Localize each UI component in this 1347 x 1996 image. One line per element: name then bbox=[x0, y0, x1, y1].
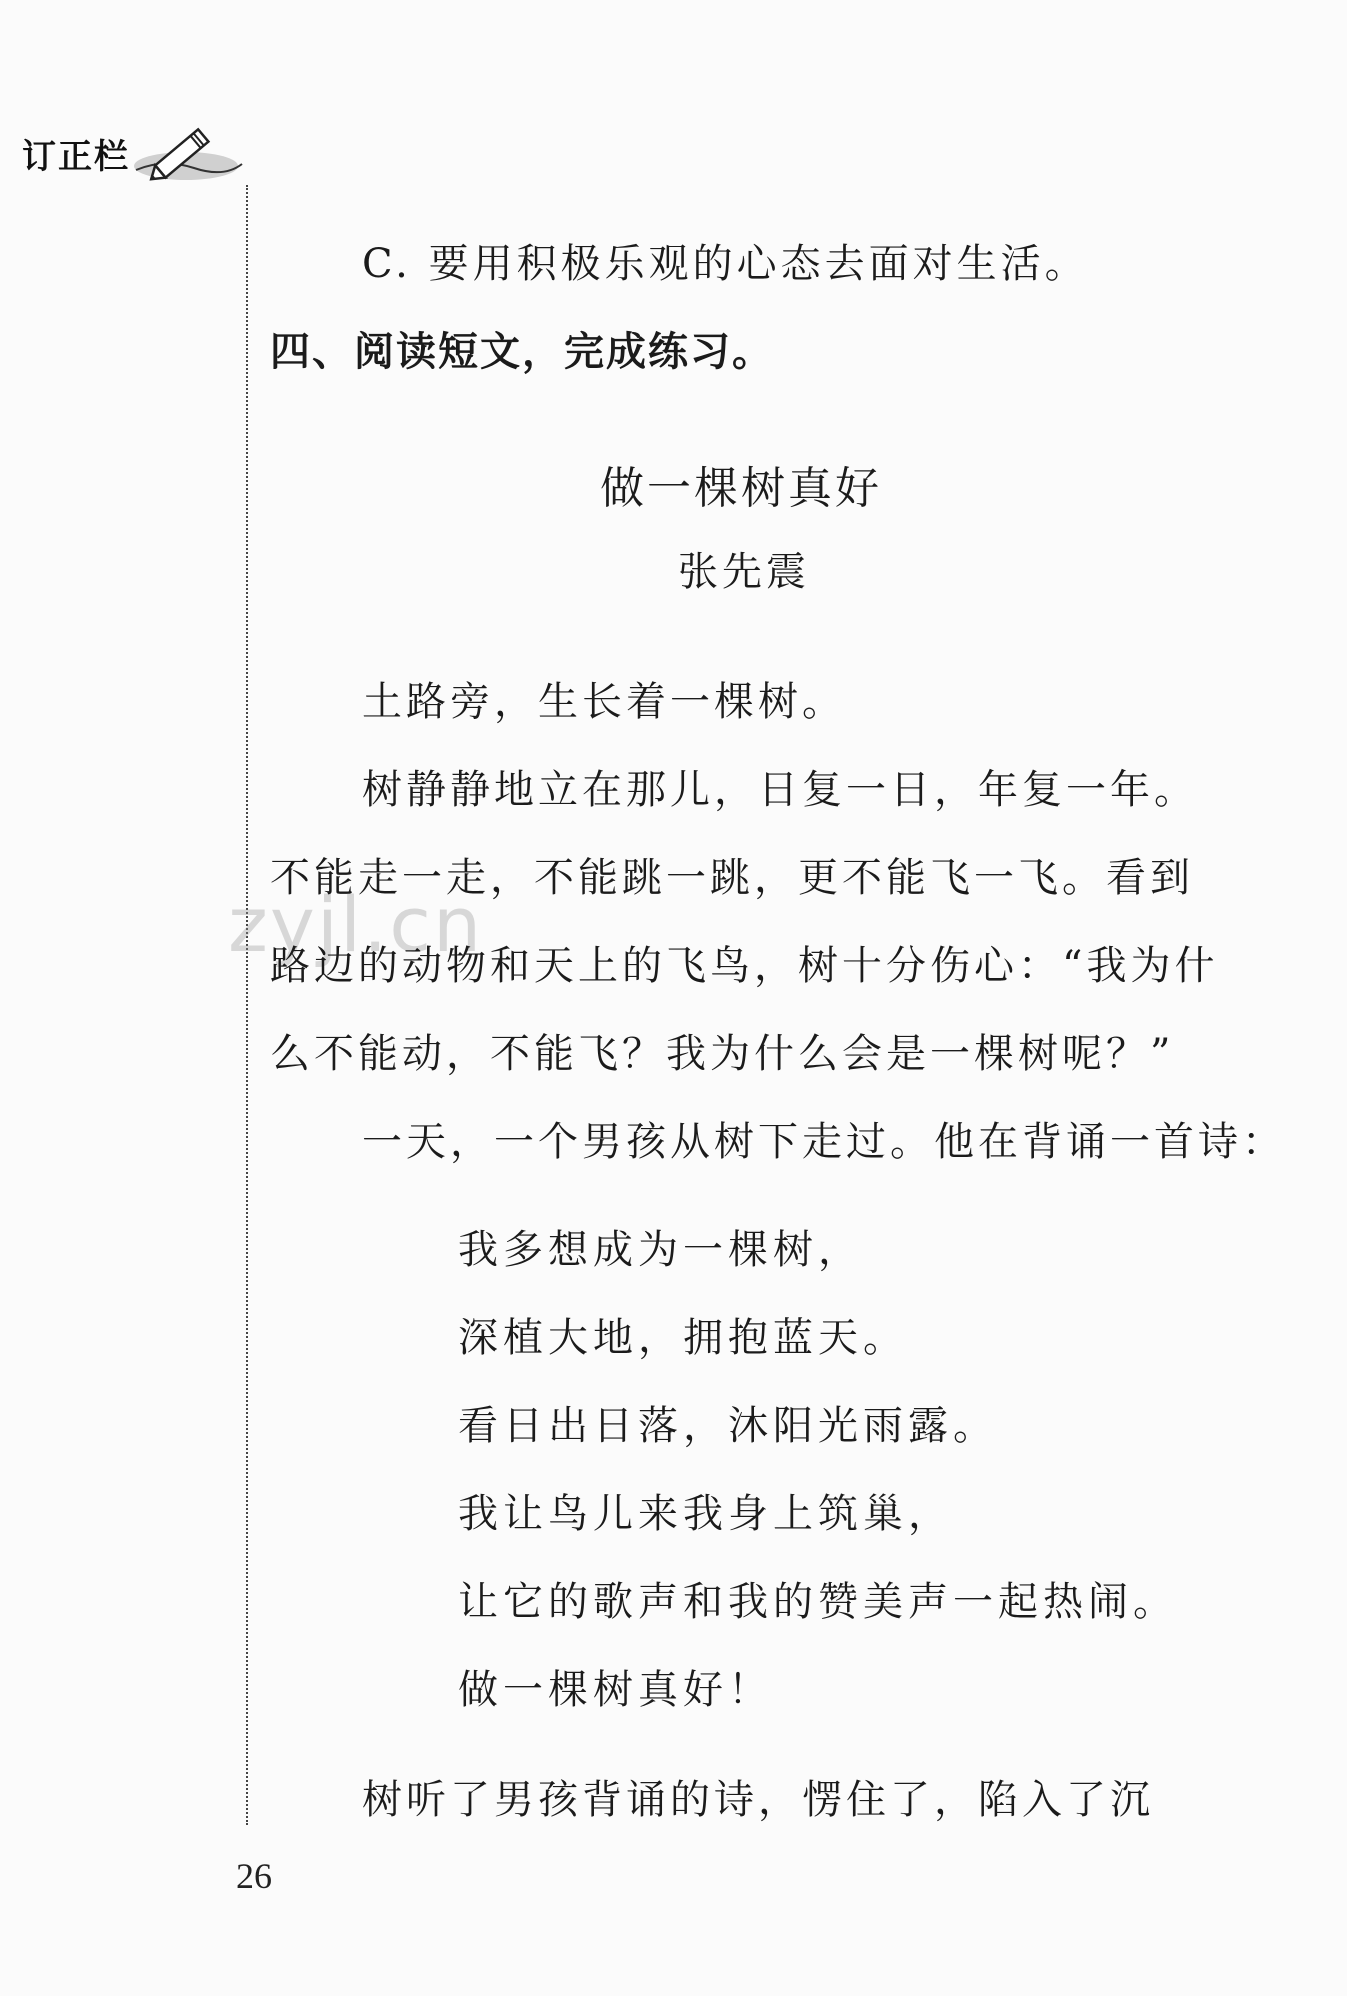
poem-line: 看日出日落，沐阳光雨露。 bbox=[458, 1403, 998, 1449]
paragraph-line: 么不能动，不能飞？我为什么会是一棵树呢？” bbox=[270, 1031, 1175, 1077]
watermark: zyjl.cn bbox=[228, 880, 484, 969]
margin-divider bbox=[246, 185, 248, 1825]
correction-column-header bbox=[22, 118, 244, 188]
article-author: 张先震 bbox=[678, 549, 810, 595]
paragraph-line: 树听了男孩背诵的诗，愣住了，陷入了沉 bbox=[362, 1777, 1154, 1823]
paragraph-line: 路边的动物和天上的飞鸟，树十分伤心：“我为什 bbox=[270, 943, 1219, 989]
poem-line: 深植大地，拥抱蓝天。 bbox=[458, 1315, 908, 1361]
paragraph-line: 树静静地立在那儿，日复一日，年复一年。 bbox=[362, 767, 1198, 813]
section-heading: 四、阅读短文，完成练习。 bbox=[270, 329, 774, 375]
page-number: 26 bbox=[236, 1856, 272, 1896]
paragraph-line: 一天，一个男孩从树下走过。他在背诵一首诗： bbox=[362, 1119, 1286, 1165]
pencil-icon bbox=[124, 118, 244, 188]
poem-line: 我让鸟儿来我身上筑巢， bbox=[458, 1491, 953, 1537]
poem-line: 让它的歌声和我的赞美声一起热闹。 bbox=[458, 1579, 1178, 1625]
poem-line: 做一棵树真好！ bbox=[458, 1667, 773, 1713]
option-c: C. 要用积极乐观的心态去面对生活。 bbox=[362, 241, 1089, 287]
paragraph-line: 不能走一走，不能跳一跳，更不能飞一飞。看到 bbox=[270, 855, 1194, 901]
paragraph-line: 土路旁，生长着一棵树。 bbox=[362, 679, 846, 725]
poem-line: 我多想成为一棵树， bbox=[458, 1227, 863, 1273]
correction-column-label: 订正栏 bbox=[22, 136, 130, 177]
article-title: 做一棵树真好 bbox=[600, 463, 882, 514]
